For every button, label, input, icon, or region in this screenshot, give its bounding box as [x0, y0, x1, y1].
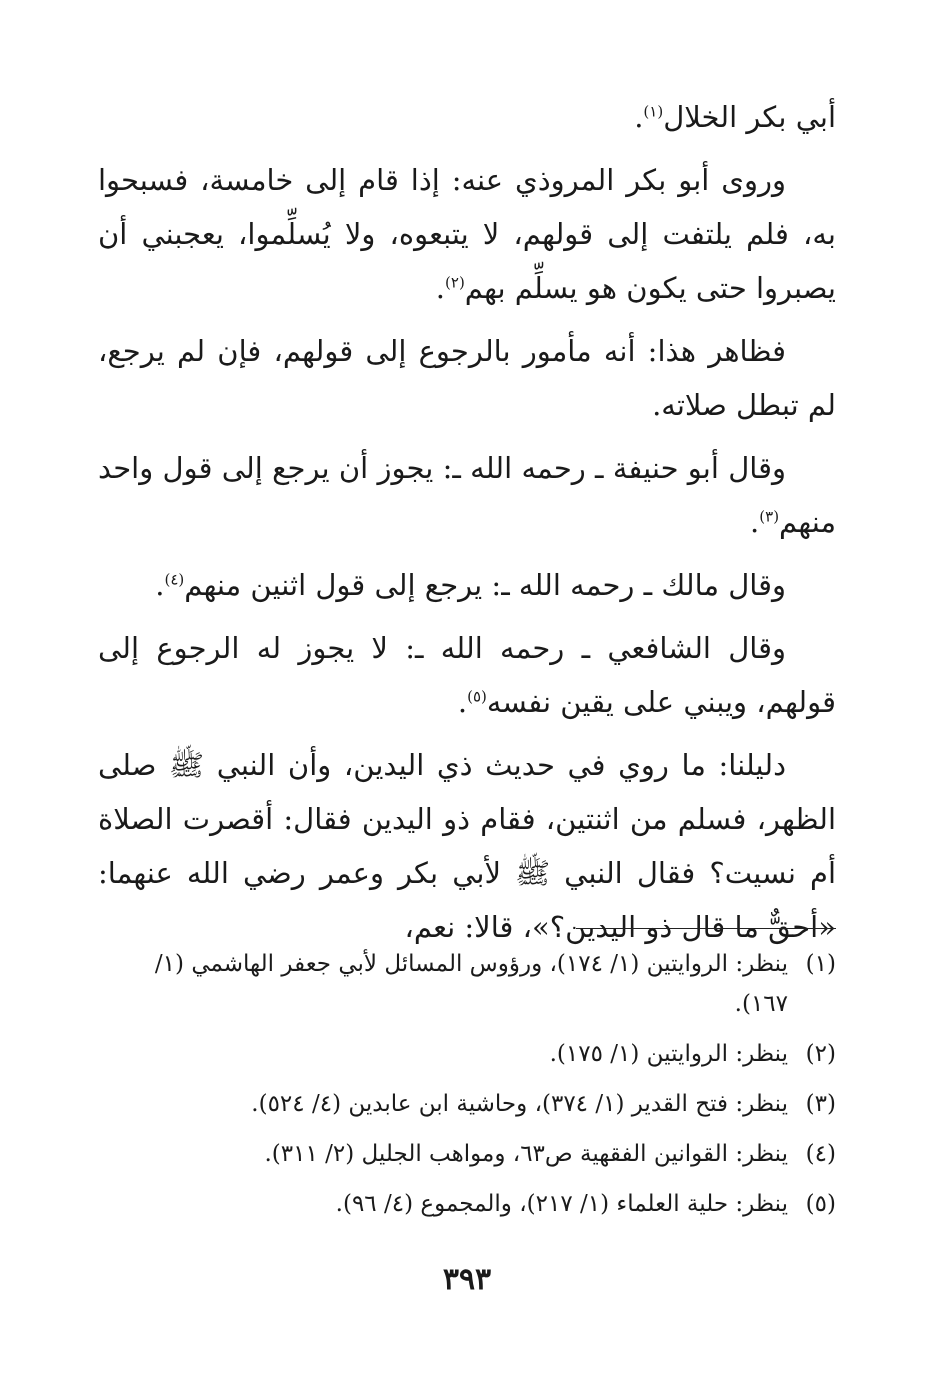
- footnote-text: ينظر: الروايتين (١/ ١٧٥).: [549, 1041, 788, 1067]
- footnote-ref-2[interactable]: (٢): [445, 273, 465, 292]
- footnote-ref-5[interactable]: (٥): [467, 687, 487, 706]
- paragraph-4: وقال أبو حنيفة ـ رحمه الله ـ: يجوز أن يرجع إلى قول واحد منهم$^{(٣)}$.: [98, 451, 836, 539]
- paragraph-7: دليلنا: ما روي في حديث ذي اليدين، وأن النبي ﷺ صلى الظهر، فسلم من اثنتين، فقام ذو اليدين فقال: أقصرت الصلاة أم نسيت؟ فقال النبي ﷺ لأبي بكر وعمر رضي الله عنهما: «أحقٌّ ما قال ذو اليدين؟»، قالا: نعم،: [98, 748, 836, 944]
- footnote-2: [98, 1034, 836, 1074]
- footnote-divider: [576, 928, 836, 929]
- footnote-1: [98, 944, 836, 1024]
- footnote-text: ينظر: القوانين الفقهية ص٦٣، ومواهب الجليل (٢/ ٣١١).: [264, 1141, 788, 1167]
- paragraph-3: فظاهر هذا: أنه مأمور بالرجوع إلى قولهم، فإن لم يرجع، لم تبطل صلاته.: [98, 334, 836, 422]
- main-text: [98, 90, 836, 963]
- footnote-number: (١): [805, 951, 836, 977]
- footnote-text: ينظر: حلية العلماء (١/ ٢١٧)، والمجموع (٤/ ٩٦).: [335, 1191, 788, 1217]
- footnote-3: [98, 1084, 836, 1124]
- footnotes: [98, 944, 836, 1234]
- paragraph-1: أبي بكر الخلال$^{(١)}$.: [634, 100, 836, 134]
- paragraph-5: وقال مالك ـ رحمه الله ـ: يرجع إلى قول اثنين منهم$^{(٤)}$.: [155, 568, 786, 602]
- footnote-text: ينظر: فتح القدير (١/ ٣٧٤)، وحاشية ابن عابدين (٤/ ٥٢٤).: [251, 1091, 788, 1117]
- page-number: ٣٩٣: [442, 1262, 492, 1297]
- footnote-ref-1[interactable]: (١): [643, 102, 664, 121]
- footnote-number: (٥): [805, 1191, 836, 1217]
- footnote-number: (٢): [805, 1041, 836, 1067]
- footnote-number: (٣): [805, 1091, 836, 1117]
- footnote-number: (٤): [805, 1141, 836, 1167]
- paragraph-2: وروى أبو بكر المروذي عنه: إذا قام إلى خامسة، فسبحوا به، فلم يلتفت إلى قولهم، لا يتبعوه، ولا يُسلِّموا، يعجبني أن يصبروا حتى يكون هو يسلِّم بهم$^{(٢)}$.: [98, 163, 836, 305]
- footnote-ref-3[interactable]: (٣): [759, 507, 780, 526]
- footnote-ref-4[interactable]: (٤): [164, 570, 185, 589]
- footnote-4: [98, 1134, 836, 1174]
- paragraph-6: وقال الشافعي ـ رحمه الله ـ: لا يجوز له الرجوع إلى قولهم، ويبني على يقين نفسه$^{(٥)}$.: [98, 631, 836, 719]
- footnote-5: [98, 1184, 836, 1224]
- footnote-text: ينظر: الروايتين (١/ ١٧٤)، ورؤوس المسائل لأبي جعفر الهاشمي (١/ ١٦٧).: [154, 951, 788, 1017]
